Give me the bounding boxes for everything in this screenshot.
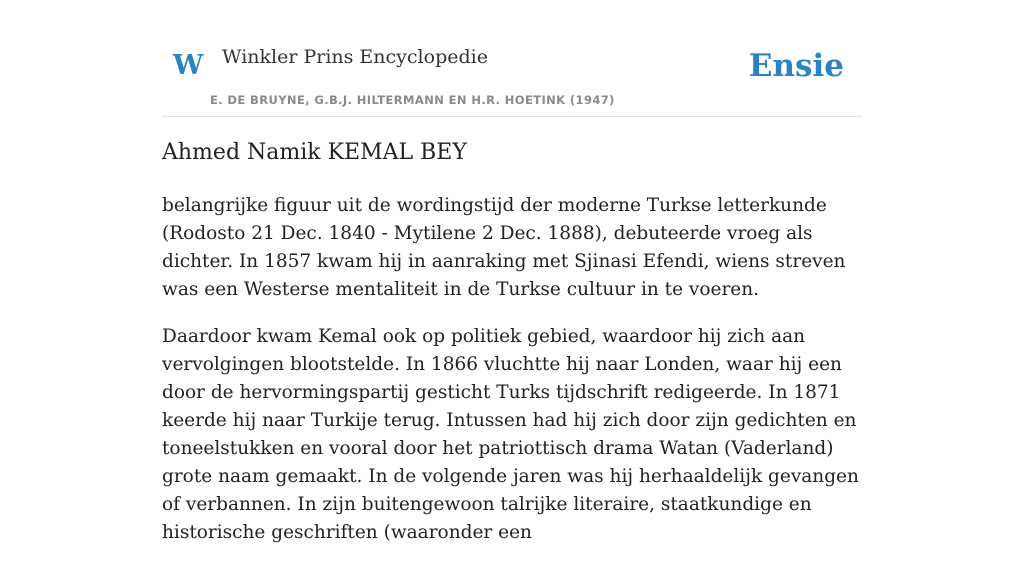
site-title[interactable]: Winkler Prins Encyclopedie <box>222 46 488 68</box>
article-title: Ahmed Namik KEMAL BEY <box>162 140 467 165</box>
source-authors: E. DE BRUYNE, G.B.J. HILTERMANN EN H.R. HOETINK (1947) <box>210 93 615 107</box>
article-paragraph: Daardoor kwam Kemal ook op politiek gebied, waardoor hij zich aan vervolgingen blootstelde. In 1866 vluchtte hij naar Londen, waar hij een door de hervormingspartij gesticht Turks tijdschrift redigeerde. In 1871 keerde hij naar Turkije terug. Intussen had hij zich door zijn gedichten en toneelstukken en vooral door het patriottisch drama Watan (Vaderland) grote naam gemaakt. In de volgende jaren was hij herhaaldelijk gevangen of verbannen. In zijn buitengewoon talrijke literaire, staatkundige en historische geschriften (waaronder een <box>162 326 859 543</box>
site-header <box>162 0 862 117</box>
article-paragraph: belangrijke figuur uit de wordingstijd der moderne Turkse letterkunde (Rodosto 21 Dec. 1840 - Mytilene 2 Dec. 1888), debuteerde vroeg als dichter. In 1857 kwam hij in aanraking met Sjinasi Efendi, wiens streven was een Westerse mentaliteit in de Turkse cultuur in te voeren. <box>162 195 846 300</box>
winkler-prins-logo[interactable]: W <box>173 50 204 81</box>
ensie-logo[interactable]: Ensie <box>748 48 844 84</box>
article-body <box>162 192 862 566</box>
